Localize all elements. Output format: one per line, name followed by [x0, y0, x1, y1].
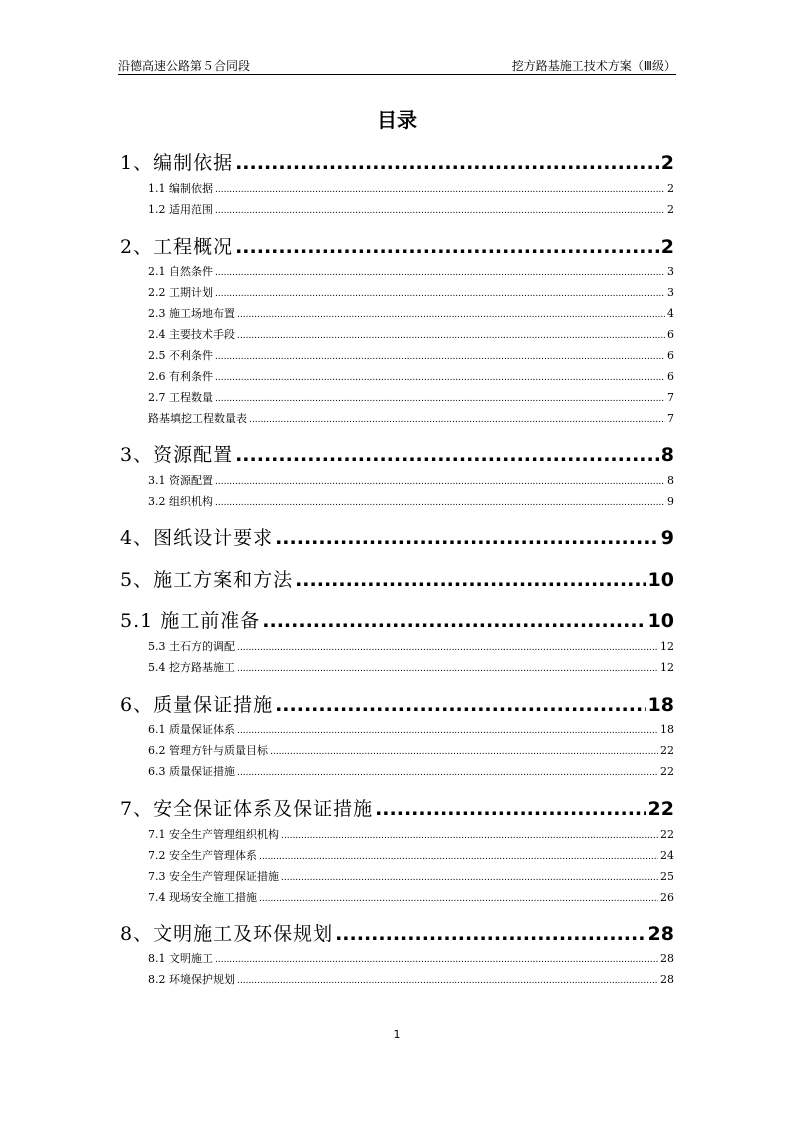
toc-entry-section[interactable] [148, 347, 674, 363]
toc-leader-dots [235, 236, 659, 258]
toc-leader-dots [237, 310, 665, 320]
toc-entry-section[interactable] [148, 826, 674, 842]
toc-entry-page: 18 [660, 723, 674, 736]
toc-leader-dots [215, 352, 665, 362]
toc-entry-label: 2.6 有利条件 [148, 370, 213, 383]
toc-entry-section[interactable] [148, 659, 674, 675]
page-header [118, 54, 676, 75]
toc-entry-label: 1.1 编制依据 [148, 182, 213, 195]
toc-entry-chapter[interactable] [120, 565, 674, 592]
toc-leader-dots [215, 477, 665, 487]
toc-entry-section[interactable] [148, 493, 674, 509]
toc-leader-dots [281, 831, 658, 841]
toc-leader-dots [215, 955, 658, 965]
toc-entry-page: 18 [647, 694, 674, 716]
toc-entry-section[interactable] [148, 180, 674, 196]
toc-entry-label: 7.2 安全生产管理体系 [148, 849, 257, 862]
toc-leader-dots [237, 976, 658, 986]
toc-entry-page: 10 [647, 569, 674, 591]
toc-entry-page: 22 [660, 744, 674, 757]
toc-entry-label: 2.1 自然条件 [148, 265, 213, 278]
toc-entry-section[interactable] [148, 950, 674, 966]
toc-leader-dots [262, 610, 645, 632]
toc-entry-page: 10 [647, 610, 674, 632]
toc-entry-section[interactable] [148, 971, 674, 987]
toc-entry-label: 6.3 质量保证措施 [148, 765, 235, 778]
toc-entry-section[interactable] [148, 472, 674, 488]
toc-entry-page: 3 [667, 265, 674, 278]
toc-entry-page: 6 [667, 328, 674, 341]
toc-leader-dots [275, 527, 659, 549]
toc-leader-dots [237, 643, 658, 653]
toc-entry-label: 5.4 挖方路基施工 [148, 661, 235, 674]
toc-entry-label: 8、文明施工及环保规划 [120, 923, 334, 945]
toc-entry-label: 7.3 安全生产管理保证措施 [148, 870, 279, 883]
toc-leader-dots [275, 694, 645, 716]
toc-entry-label: 2.4 主要技术手段 [148, 328, 235, 341]
toc-entry-label: 5.3 土石方的调配 [148, 640, 235, 653]
toc-entry-page: 26 [660, 891, 674, 904]
toc-leader-dots [237, 726, 658, 736]
toc-entry-label: 2、工程概况 [120, 236, 234, 258]
toc-entry-page: 2 [660, 236, 674, 258]
toc-entry-section[interactable] [148, 263, 674, 279]
toc-entry-section[interactable] [148, 868, 674, 884]
toc-leader-dots [270, 747, 658, 757]
toc-entry-label: 6、质量保证措施 [120, 694, 274, 716]
toc-entry-page: 6 [667, 349, 674, 362]
toc-entry-page: 22 [660, 828, 674, 841]
toc-title: 目录 [377, 108, 417, 132]
toc-leader-dots [237, 664, 658, 674]
toc-entry-page: 2 [667, 182, 674, 195]
toc-entry-label: 5.1 施工前准备 [120, 610, 261, 632]
toc-entry-section[interactable] [148, 326, 674, 342]
toc-entry-section[interactable] [148, 284, 674, 300]
toc-entry-chapter[interactable] [120, 606, 674, 633]
toc-entry-page: 12 [660, 661, 674, 674]
toc-leader-dots [215, 373, 665, 383]
toc-entry-page: 12 [660, 640, 674, 653]
toc-entry-label: 2.2 工期计划 [148, 286, 213, 299]
toc-entry-page: 8 [667, 474, 674, 487]
toc-leader-dots [215, 394, 665, 404]
toc-entry-page: 28 [647, 923, 674, 945]
toc-entry-label: 3.1 资源配置 [148, 474, 213, 487]
toc-entry-section[interactable] [148, 847, 674, 863]
toc-leader-dots [215, 498, 665, 508]
toc-entry-section[interactable] [148, 410, 674, 426]
toc-entry-section[interactable] [148, 889, 674, 905]
toc-entry-chapter[interactable] [120, 232, 674, 259]
toc-entry-chapter[interactable] [120, 440, 674, 467]
toc-entry-chapter[interactable] [120, 690, 674, 717]
toc-leader-dots [249, 415, 665, 425]
toc-entry-page: 9 [667, 495, 674, 508]
toc-entry-label: 1.2 适用范围 [148, 203, 213, 216]
toc-entry-page: 28 [660, 973, 674, 986]
toc-entry-chapter[interactable] [120, 148, 674, 175]
toc-leader-dots [281, 873, 658, 883]
toc-entry-page: 7 [667, 412, 674, 425]
toc-entry-label: 2.3 施工场地布置 [148, 307, 235, 320]
toc-entry-chapter[interactable] [120, 919, 674, 946]
toc-entry-page: 22 [647, 798, 674, 820]
toc-entry-label: 6.2 管理方针与质量目标 [148, 744, 268, 757]
toc-entry-page: 4 [667, 307, 674, 320]
toc-entry-label: 6.1 质量保证体系 [148, 723, 235, 736]
toc-entry-label: 7、安全保证体系及保证措施 [120, 798, 374, 820]
toc-entry-label: 3、资源配置 [120, 444, 234, 466]
toc-leader-dots [235, 444, 659, 466]
toc-entry-section[interactable] [148, 742, 674, 758]
page-number: 1 [393, 1028, 401, 1041]
toc-entry-page: 24 [660, 849, 674, 862]
header-document-title: 挖方路基施工技术方案（Ⅲ级） [511, 59, 676, 73]
toc-entry-page: 8 [660, 444, 674, 466]
toc-entry-label: 路基填挖工程数量表 [148, 412, 247, 425]
toc-entry-label: 5、施工方案和方法 [120, 569, 294, 591]
toc-entry-section[interactable] [148, 638, 674, 654]
toc-entry-page: 28 [660, 952, 674, 965]
toc-entry-label: 7.4 现场安全施工措施 [148, 891, 257, 904]
toc-entry-section[interactable] [148, 305, 674, 321]
toc-leader-dots [259, 852, 658, 862]
toc-leader-dots [215, 185, 665, 195]
toc-entry-page: 2 [667, 203, 674, 216]
toc-entry-label: 8.2 环境保护规划 [148, 973, 235, 986]
toc-entry-label: 2.5 不利条件 [148, 349, 213, 362]
header-project-name: 沿德高速公路第５合同段 [118, 59, 251, 73]
toc-entry-page: 2 [660, 152, 674, 174]
toc-leader-dots [235, 152, 659, 174]
toc-entry-label: 7.1 安全生产管理组织机构 [148, 828, 279, 841]
toc-entry-section[interactable] [148, 201, 674, 217]
toc-leader-dots [215, 289, 665, 299]
toc-entry-section[interactable] [148, 763, 674, 779]
toc-leader-dots [215, 206, 665, 216]
toc-entry-section[interactable] [148, 389, 674, 405]
toc-entry-chapter[interactable] [120, 794, 674, 821]
toc-leader-dots [295, 569, 645, 591]
toc-entry-label: 2.7 工程数量 [148, 391, 213, 404]
toc-entry-page: 22 [660, 765, 674, 778]
toc-entry-label: 8.1 文明施工 [148, 952, 213, 965]
toc-entry-page: 9 [660, 527, 674, 549]
toc-entry-section[interactable] [148, 368, 674, 384]
toc-leader-dots [335, 923, 645, 945]
toc-leader-dots [237, 768, 658, 778]
toc-leader-dots [215, 268, 665, 278]
toc-entry-page: 25 [660, 870, 674, 883]
toc-entry-page: 6 [667, 370, 674, 383]
toc-leader-dots [237, 331, 665, 341]
toc-leader-dots [259, 894, 658, 904]
toc-entry-label: 4、图纸设计要求 [120, 527, 274, 549]
toc-entry-section[interactable] [148, 721, 674, 737]
toc-entry-label: 1、编制依据 [120, 152, 234, 174]
toc-leader-dots [375, 798, 645, 820]
toc-entry-label: 3.2 组织机构 [148, 495, 213, 508]
toc-entry-chapter[interactable] [120, 523, 674, 550]
toc-entry-page: 3 [667, 286, 674, 299]
toc-entry-page: 7 [667, 391, 674, 404]
